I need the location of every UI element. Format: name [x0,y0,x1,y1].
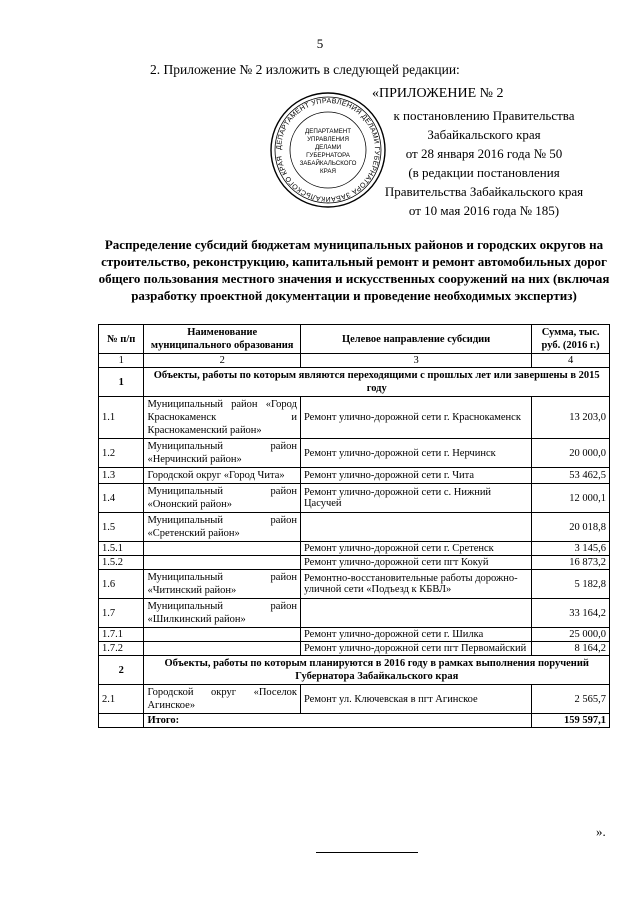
section-title: Объекты, работы по которым являются переходящими с прошлых лет или завершены в 2015 году [144,368,610,397]
table-row [99,642,610,656]
stamp-line: КРАЯ [320,168,336,175]
row-purpose [300,513,531,542]
row-sum: 20 018,8 [532,513,610,542]
header-purpose: Целевое направление субсидии [300,325,531,354]
table-row [99,556,610,570]
table-header-row [99,325,610,354]
row-purpose [300,599,531,628]
row-municipality [144,542,301,556]
table-row [99,468,610,484]
col-number: 4 [532,354,610,368]
appendix-line: (в редакции постановления [408,165,560,180]
row-number: 1.7.1 [99,628,144,642]
col-number: 3 [300,354,531,368]
stamp-ring-text: ДЕПАРТАМЕНТ УПРАВЛЕНИЯ ДЕЛАМИ ГУБЕРНАТОРА ЗАБАЙКАЛЬСКОГО КРАЯ [275,97,381,203]
row-sum: 8 164,2 [532,642,610,656]
row-purpose: Ремонтно-восстановительные работы дорожно-уличной сети «Подъезд к КБВЛ» [300,570,531,599]
row-sum: 20 000,0 [532,439,610,468]
total-row [99,714,610,728]
row-purpose: Ремонт улично-дорожной сети пгт Кокуй [300,556,531,570]
row-municipality: Муниципальный район «Читинский район» [144,570,301,599]
row-municipality: Муниципальный район «Город Краснокаменск и Краснокаменский район» [144,397,301,439]
header-name: Наименование муниципального образования [144,325,301,354]
row-municipality [144,628,301,642]
row-number: 1.1 [99,397,144,439]
row-municipality: Муниципальный район «Шилкинский район» [144,599,301,628]
row-municipality: Городской округ «Поселок Агинское» [144,685,301,714]
appendix-line: к постановлению Правительства [393,108,575,123]
stamp-line: УПРАВЛЕНИЯ [307,136,349,143]
table-row [99,628,610,642]
header-sum: Сумма, тыс. руб. (2016 г.) [532,325,610,354]
row-municipality [144,642,301,656]
subsidy-table [98,324,610,728]
section-number: 1 [99,368,144,397]
table-row [99,599,610,628]
col-number: 1 [99,354,144,368]
row-purpose: Ремонт улично-дорожной сети г. Сретенск [300,542,531,556]
row-purpose: Ремонт улично-дорожной сети г. Чита [300,468,531,484]
column-number-row [99,354,610,368]
row-municipality: Муниципальный район «Сретенский район» [144,513,301,542]
row-purpose: Ремонт улично-дорожной сети с. Нижний Цасучей [300,484,531,513]
section-number: 2 [99,656,144,685]
total-sum: 159 597,1 [532,714,610,728]
appendix-reference [370,106,598,220]
row-sum: 53 462,5 [532,468,610,484]
row-municipality: Городской округ «Город Чита» [144,468,301,484]
footer-rule [316,852,418,853]
total-label: Итого: [144,714,532,728]
row-number: 1.5.1 [99,542,144,556]
table-row [99,542,610,556]
appendix-line: Правительства Забайкальского края [384,184,584,199]
row-number: 1.5.2 [99,556,144,570]
row-purpose: Ремонт улично-дорожной сети г. Нерчинск [300,439,531,468]
appendix-line: Забайкальского края [427,127,541,142]
table-row [99,397,610,439]
col-number: 2 [144,354,301,368]
row-number: 1.6 [99,570,144,599]
appendix-line: от 10 мая 2016 года № 185) [408,203,560,218]
row-number: 1.5 [99,513,144,542]
row-sum: 5 182,8 [532,570,610,599]
closing-quote: ». [596,824,606,839]
table-body [99,368,610,728]
row-sum: 16 873,2 [532,556,610,570]
page-number: 5 [316,36,324,51]
table-row [99,685,610,714]
total-empty [99,714,144,728]
table-row [99,570,610,599]
table-row [99,484,610,513]
row-number: 1.2 [99,439,144,468]
row-sum: 3 145,6 [532,542,610,556]
stamp-line: ДЕЛАМИ [314,144,342,151]
row-number: 1.7 [99,599,144,628]
row-purpose: Ремонт улично-дорожной сети пгт Первомайский [300,642,531,656]
row-sum: 25 000,0 [532,628,610,642]
row-sum: 33 164,2 [532,599,610,628]
section-row [99,368,610,397]
row-purpose: Ремонт улично-дорожной сети г. Краснокаменск [300,397,531,439]
document-title: Распределение субсидий бюджетам муниципальных районов и городских округов на строительство, реконструкцию, капитальный ремонт и ремонт автомобильных дорог общего пользования местного значения и искусственных сооружений на них (включая разработку проектной документации и проведение необходимых экспертиз) [98,237,610,303]
row-purpose: Ремонт улично-дорожной сети г. Шилка [300,628,531,642]
section-title: Объекты, работы по которым планируются в 2016 году в рамках выполнения поручений Губернатора Забайкальского края [144,656,610,685]
row-number: 2.1 [99,685,144,714]
stamp-line: ЗАБАЙКАЛЬСКОГО [299,160,357,167]
row-sum: 12 000,1 [532,484,610,513]
appendix-line: от 28 января 2016 года № 50 [405,146,563,161]
section-row [99,656,610,685]
row-number: 1.3 [99,468,144,484]
stamp-line: ДЕПАРТАМЕНТ [305,128,351,135]
table-row [99,439,610,468]
row-municipality [144,556,301,570]
row-municipality: Муниципальный район «Ононский район» [144,484,301,513]
row-purpose: Ремонт ул. Ключевская в пгт Агинское [300,685,531,714]
intro-paragraph: 2. Приложение № 2 изложить в следующей редакции: [150,62,460,77]
row-sum: 13 203,0 [532,397,610,439]
row-number: 1.4 [99,484,144,513]
row-municipality: Муниципальный район «Нерчинский район» [144,439,301,468]
stamp-line: ГУБЕРНАТОРА [306,152,350,159]
appendix-title: «ПРИЛОЖЕНИЕ № 2 [372,86,504,101]
header-num: № п/п [99,325,144,354]
row-number: 1.7.2 [99,642,144,656]
row-sum: 2 565,7 [532,685,610,714]
table-row [99,513,610,542]
